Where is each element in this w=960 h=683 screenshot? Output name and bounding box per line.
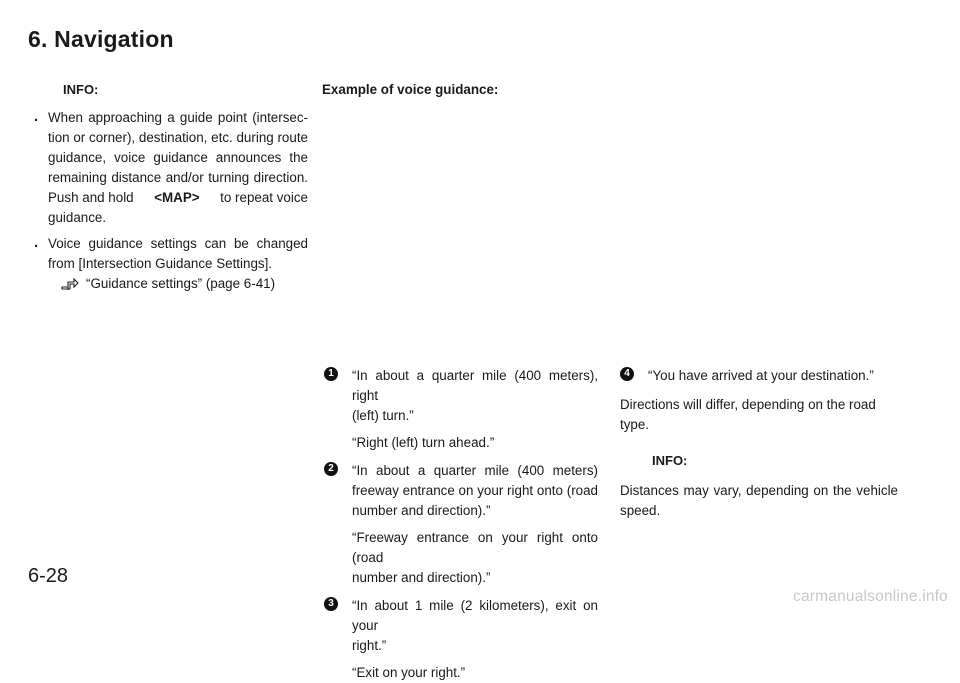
info-label: INFO: <box>652 453 688 468</box>
bullet-line: guidance, voice guidance announces the <box>48 150 308 165</box>
left-column <box>30 80 308 294</box>
bullet-item <box>30 234 308 294</box>
number-badge: 4 <box>620 367 634 381</box>
bullet-line: When approaching a guide point (intersec- <box>48 110 308 125</box>
info-text: speed. <box>620 503 661 518</box>
bullet-line: guidance. <box>48 210 107 225</box>
example-line: number and direction).” <box>352 503 491 518</box>
example-line: freeway entrance on your right onto (road <box>352 483 598 498</box>
bullet-dot: . <box>34 108 39 125</box>
example-line: right.” <box>352 638 387 653</box>
voice-guidance-heading: Example of voice guidance: <box>322 82 499 97</box>
info-text: Distances may vary, depending on the vehicle <box>620 483 898 498</box>
voice-example-item <box>324 366 598 453</box>
example-line: “In about 1 mile (2 kilometers), exit on your <box>352 598 598 633</box>
number-badge: 1 <box>324 367 338 381</box>
directions-note: Directions will differ, depending on the road type. <box>620 397 876 432</box>
bullet-dot: . <box>34 234 39 251</box>
example-followup: “Right (left) turn ahead.” <box>352 435 495 450</box>
example-followup: “Freeway entrance on your right onto (road <box>352 530 598 565</box>
section-title: 6. Navigation <box>28 26 174 52</box>
voice-example-item <box>620 366 898 386</box>
watermark: carmanualsonline.info <box>793 588 948 605</box>
bullet-item <box>30 108 308 228</box>
page-number: 6-28 <box>28 565 69 587</box>
bullet-line: tion or corner), destination, etc. during route <box>48 130 308 145</box>
reference-text: “Guidance settings” (page 6-41) <box>86 276 276 291</box>
example-followup: number and direction).” <box>352 570 491 585</box>
middle-column <box>322 80 598 100</box>
voice-example-list <box>324 366 598 683</box>
right-column <box>620 366 898 521</box>
voice-example-item <box>324 596 598 683</box>
map-key: <MAP> <box>154 190 200 205</box>
info-label: INFO: <box>63 82 99 97</box>
example-line: “In about a quarter mile (400 meters) <box>352 463 598 478</box>
bullet-line: remaining distance and/or turning direction. <box>48 170 308 185</box>
example-line: “In about a quarter mile (400 meters), right <box>352 368 598 403</box>
number-badge: 3 <box>324 597 338 611</box>
reference-hand-icon <box>60 276 82 292</box>
push-hold-line <box>48 188 308 208</box>
number-badge: 2 <box>324 462 338 476</box>
example-line: (left) turn.” <box>352 408 414 423</box>
push-hold-text: Push and hold <box>48 190 134 205</box>
cross-reference[interactable] <box>60 274 308 294</box>
example-line: “You have arrived at your destination.” <box>648 368 874 383</box>
bullet-line: from [Intersection Guidance Settings]. <box>48 256 273 271</box>
example-followup: “Exit on your right.” <box>352 665 466 680</box>
voice-example-item <box>324 461 598 588</box>
repeat-text: to repeat voice <box>220 190 308 205</box>
bullet-line: Voice guidance settings can be changed <box>48 236 308 251</box>
